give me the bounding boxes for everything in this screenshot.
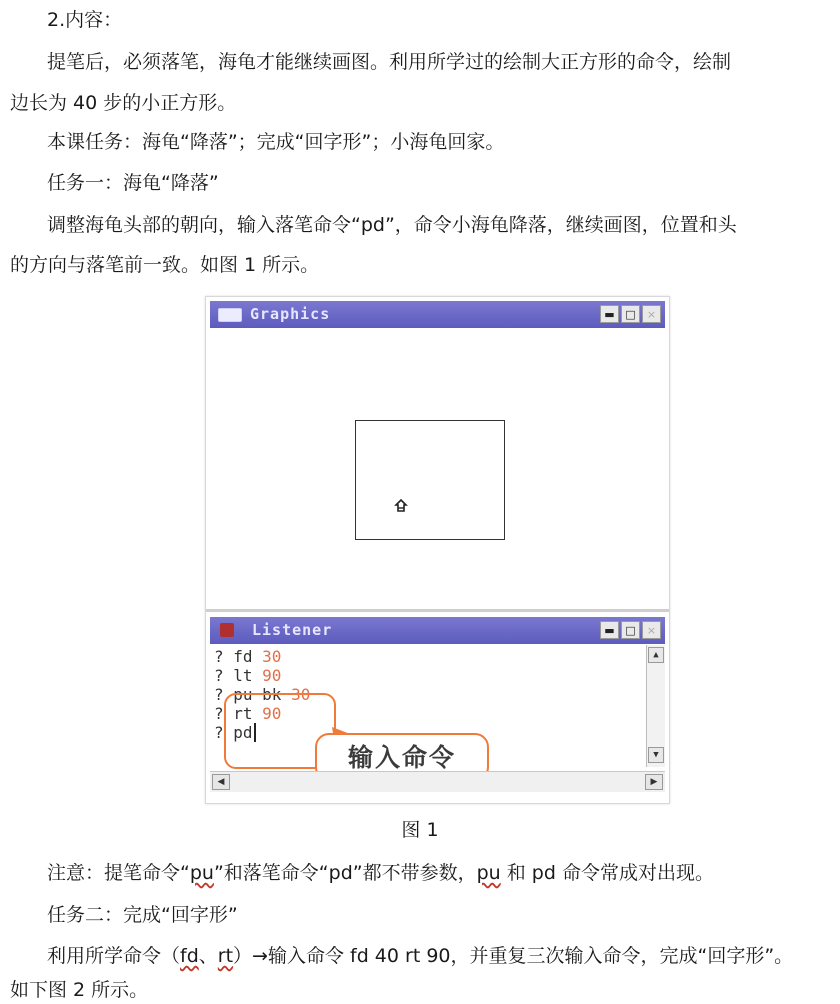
pu-keyword-2: pu [476,862,501,884]
paragraph-2-line-1: 调整海龟头部的朝向，输入落笔命令“pd”，命令小海龟降落，继续画图，位置和头 [47,214,737,236]
graphics-window-title: Graphics [250,305,331,323]
scroll-left-icon[interactable]: ◀ [212,774,230,790]
scroll-up-icon[interactable]: ▲ [648,647,664,663]
listener-window-title: Listener [252,621,333,639]
console-line: ? lt 90 [214,666,282,685]
paragraph-4: 如下图 2 所示。 [10,979,149,1001]
close-icon[interactable]: × [642,305,661,323]
paragraph-2-line-2: 的方向与落笔前一致。如图 1 所示。 [10,254,320,276]
drawn-square [355,420,505,540]
horizontal-scrollbar[interactable] [210,771,665,792]
window-separator [206,609,669,612]
console-line-current: ? pd [214,723,256,742]
paragraph-1-line-2: 边长为 40 步的小正方形。 [10,92,237,114]
close-icon[interactable]: × [642,621,661,639]
note-paragraph: 注意：提笔命令“pu”和落笔命令“pd”都不带参数，pu 和 pd 命令常成对出现。 [47,862,714,884]
graphics-canvas [210,328,665,608]
callout-label: 输入命令 [315,733,489,781]
maximize-icon[interactable]: □ [621,305,640,323]
listener-console[interactable] [210,645,665,772]
graphics-title-bar [210,301,665,328]
scroll-right-icon[interactable]: ▶ [645,774,663,790]
figure-1 [205,296,670,804]
window-icon [218,308,242,322]
task-two-title: 任务二：完成“回字形” [47,904,238,926]
paragraph-1-line-1: 提笔后，必须落笔，海龟才能继续画图。利用所学过的绘制大正方形的命令，绘制 [47,51,732,73]
figure-caption: 图 1 [401,819,439,841]
minimize-icon[interactable]: ▬ [600,305,619,323]
turtle-icon [394,499,408,513]
paragraph-task-overview: 本课任务：海龟“降落”；完成“回字形”；小海龟回家。 [47,131,505,153]
maximize-icon[interactable]: □ [621,621,640,639]
console-line: ? rt 90 [214,704,282,723]
fd-keyword: fd [180,945,199,967]
pu-keyword: pu [189,862,214,884]
rt-keyword: rt [217,945,234,967]
vertical-scrollbar[interactable] [646,645,665,767]
task-one-title: 任务一：海龟“降落” [47,172,219,194]
console-line: ? pu bk 30 [214,685,311,704]
listener-title-bar [210,617,665,644]
minimize-icon[interactable]: ▬ [600,621,619,639]
listener-icon [220,623,234,637]
console-line: ? fd 30 [214,647,282,666]
scroll-down-icon[interactable]: ▼ [648,747,664,763]
section-heading: 2.内容： [47,9,123,31]
paragraph-3: 利用所学命令（fd、rt）→输入命令 fd 40 rt 90，并重复三次输入命令，完成“回字形”。 [47,945,794,967]
